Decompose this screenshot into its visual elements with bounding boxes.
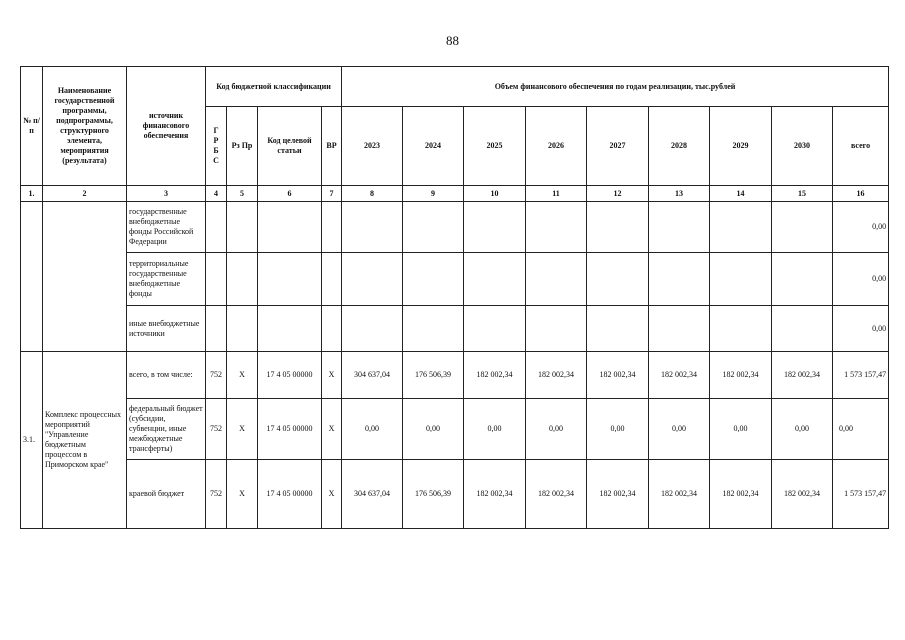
table-row xyxy=(21,202,889,253)
value-cell: 182 002,34 xyxy=(649,460,710,529)
header-grbs-letter: С xyxy=(213,156,219,165)
header-total: всего xyxy=(833,107,889,186)
section-number: 3.1. xyxy=(21,352,43,529)
header-num: № п/п xyxy=(21,67,43,186)
header-volume: Объем финансового обеспечения по годам реализации, тыс.рублей xyxy=(342,67,889,107)
value-cell: 0,00 xyxy=(772,399,833,460)
column-number: 2 xyxy=(43,186,127,202)
table-row xyxy=(21,253,889,306)
header-vr: ВР xyxy=(322,107,342,186)
header-year: 2025 xyxy=(464,107,526,186)
table-row xyxy=(21,399,889,460)
value-cell: 182 002,34 xyxy=(464,460,526,529)
value-cell: 182 002,34 xyxy=(587,460,649,529)
source-cell: федеральный бюджет (субсидии, субвенции, иные межбюджетные трансферты) xyxy=(127,399,206,460)
value-cell: 176 506,39 xyxy=(403,460,464,529)
value-cell: 182 002,34 xyxy=(710,460,772,529)
value-cell: 0,00 xyxy=(649,399,710,460)
column-number: 8 xyxy=(342,186,403,202)
empty-num-cell xyxy=(21,202,43,352)
value-cell: 0,00 xyxy=(342,399,403,460)
financing-table xyxy=(20,66,889,529)
column-number: 13 xyxy=(649,186,710,202)
vr-cell: Х xyxy=(322,352,342,399)
header-year: 2026 xyxy=(526,107,587,186)
kcs-cell: 17 4 05 00000 xyxy=(258,352,322,399)
value-cell: 182 002,34 xyxy=(526,460,587,529)
column-number: 3 xyxy=(127,186,206,202)
header-grbs-letter: Б xyxy=(213,146,219,155)
value-cell: 0,00 xyxy=(587,399,649,460)
header-grbs xyxy=(206,107,227,186)
total-cell: 0,00 xyxy=(833,202,889,253)
rzpr-cell: Х xyxy=(227,399,258,460)
value-cell: 176 506,39 xyxy=(403,352,464,399)
header-year: 2028 xyxy=(649,107,710,186)
column-number: 5 xyxy=(227,186,258,202)
rzpr-cell: Х xyxy=(227,352,258,399)
source-cell: государственные внебюджетные фонды Российской Федерации xyxy=(127,202,206,253)
total-cell: 1 573 157,47 xyxy=(833,460,889,529)
kcs-cell: 17 4 05 00000 xyxy=(258,399,322,460)
grbs-cell: 752 xyxy=(206,399,227,460)
header-year: 2023 xyxy=(342,107,403,186)
header-grbs-letter: Г xyxy=(213,126,219,135)
column-number: 10 xyxy=(464,186,526,202)
vr-cell: Х xyxy=(322,460,342,529)
value-cell: 182 002,34 xyxy=(464,352,526,399)
header-name: Наименование государственной программы, подпрограммы, структурного элемента, мероприятия (результата) xyxy=(43,67,127,186)
kcs-cell: 17 4 05 00000 xyxy=(258,460,322,529)
header-grbs-letter: Р xyxy=(213,136,219,145)
column-number: 12 xyxy=(587,186,649,202)
value-cell: 0,00 xyxy=(710,399,772,460)
source-cell: всего, в том числе: xyxy=(127,352,206,399)
source-cell: иные внебюджетные источники xyxy=(127,306,206,352)
value-cell: 182 002,34 xyxy=(649,352,710,399)
header-kcs: Код целевой статьи xyxy=(258,107,322,186)
value-cell: 304 637,04 xyxy=(342,352,403,399)
column-number: 1. xyxy=(21,186,43,202)
grbs-cell: 752 xyxy=(206,460,227,529)
value-cell: 304 637,04 xyxy=(342,460,403,529)
table-row xyxy=(21,306,889,352)
header-year: 2029 xyxy=(710,107,772,186)
total-cell: 0,00 xyxy=(833,306,889,352)
vr-cell: Х xyxy=(322,399,342,460)
rzpr-cell: Х xyxy=(227,460,258,529)
column-number: 9 xyxy=(403,186,464,202)
header-year: 2027 xyxy=(587,107,649,186)
section-name: Комплекс процессных мероприятий "Управление бюджетным процессом в Приморском крае" xyxy=(43,352,127,529)
column-number-row xyxy=(21,186,889,202)
header-year: 2030 xyxy=(772,107,833,186)
page-number: 88 xyxy=(446,33,459,48)
header-row-1 xyxy=(21,67,889,107)
column-number: 7 xyxy=(322,186,342,202)
header-year: 2024 xyxy=(403,107,464,186)
column-number: 16 xyxy=(833,186,889,202)
header-source: источник финансового обеспечения xyxy=(127,67,206,186)
empty-name-cell xyxy=(43,202,127,352)
table-row xyxy=(21,460,889,529)
value-cell: 0,00 xyxy=(403,399,464,460)
value-cell: 182 002,34 xyxy=(526,352,587,399)
column-number: 14 xyxy=(710,186,772,202)
total-cell: 0,00 xyxy=(833,399,889,460)
value-cell: 182 002,34 xyxy=(710,352,772,399)
value-cell: 182 002,34 xyxy=(587,352,649,399)
header-kbk: Код бюджетной классификации xyxy=(206,67,342,107)
table-row xyxy=(21,352,889,399)
column-number: 6 xyxy=(258,186,322,202)
value-cell: 182 002,34 xyxy=(772,460,833,529)
grbs-cell: 752 xyxy=(206,352,227,399)
header-rzpr: Рз Пр xyxy=(227,107,258,186)
value-cell: 0,00 xyxy=(526,399,587,460)
source-cell: краевой бюджет xyxy=(127,460,206,529)
column-number: 15 xyxy=(772,186,833,202)
value-cell: 0,00 xyxy=(464,399,526,460)
column-number: 4 xyxy=(206,186,227,202)
total-cell: 1 573 157,47 xyxy=(833,352,889,399)
value-cell: 182 002,34 xyxy=(772,352,833,399)
total-cell: 0,00 xyxy=(833,253,889,306)
column-number: 11 xyxy=(526,186,587,202)
source-cell: территориальные государственные внебюджетные фонды xyxy=(127,253,206,306)
